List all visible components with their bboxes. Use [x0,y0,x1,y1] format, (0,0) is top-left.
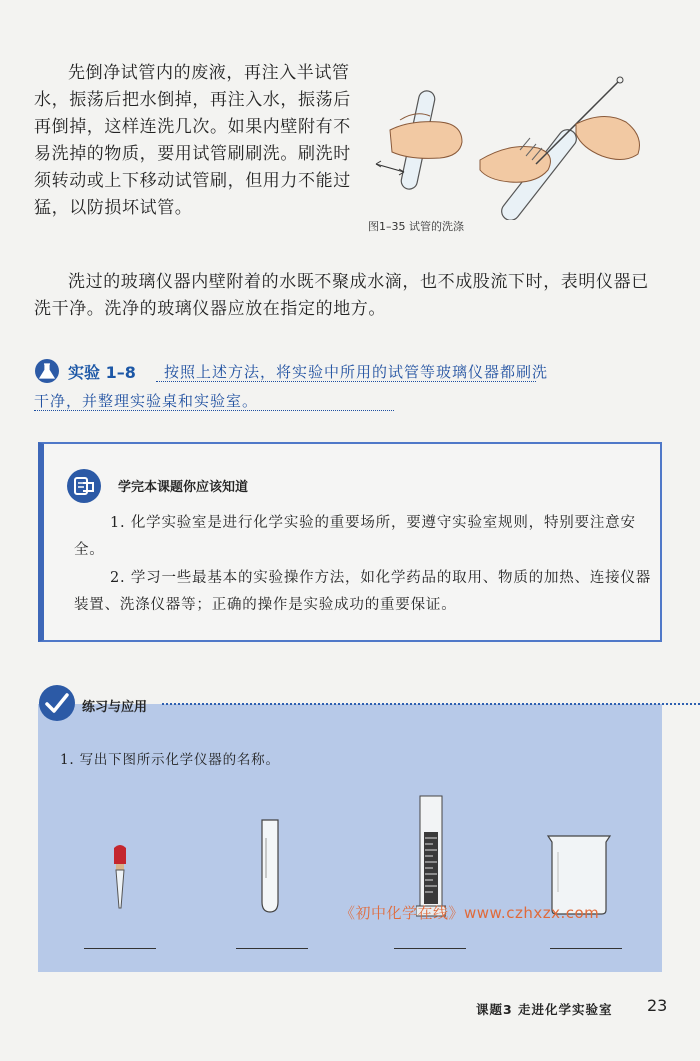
knowledge-summary-box [38,442,662,642]
practice-header [38,684,662,724]
knowledge-icon [66,468,102,504]
intro-paragraph: 先倒净试管内的废液，再注入半试管水，振荡后把水倒掉，再注入水，振荡后再倒掉，这样连洗几次。如果内壁附有不易洗掉的物质，要用试管刷刷洗。刷洗时须转动或上下移动试管刷，但用力不能过猛，以防损坏试管。 [34,63,351,218]
figure-caption: 图1–35 试管的洗涤 [368,220,464,233]
test-tube-washing-figure [370,60,670,240]
knowledge-title: 学完本课题你应该知道 [118,480,249,495]
checkmark-pen-icon [38,684,76,722]
experiment-text: 按照上述方法，将实验中所用的试管等玻璃仪器都刷洗干净，并整理实验桌和实验室。 [34,363,549,410]
footer-chapter: 课题3 走进化学实验室 [476,1002,613,1017]
dotted-divider [162,703,700,705]
answer-blank[interactable] [550,948,622,949]
answer-blank[interactable] [84,948,156,949]
result-paragraph: 洗过的玻璃仪器内壁附着的水既不聚成水滴，也不成股流下时，表明仪器已洗干净。洗净的玻璃仪器应放在指定的地方。 [34,272,649,319]
dropper-icon [108,844,132,914]
experiment-underline [34,410,394,411]
answer-blank[interactable] [236,948,308,949]
practice-panel [38,704,662,972]
shaking-tube-illustration [376,89,462,190]
experiment-label: 实验 1–8 [68,363,136,382]
flask-icon [34,358,60,384]
test-tube-icon [258,818,282,914]
washing-illustration [370,60,670,220]
brushing-tube-illustration [480,77,640,220]
practice-title: 练习与应用 [82,700,148,715]
experiment-underline [156,381,536,382]
knowledge-item: 1. 化学实验室是进行化学实验的重要场所，要遵守实验室规则，特别要注意安全。 [74,515,636,558]
watermark-text: 《初中化学在线》www.czhxzx.com [340,904,600,922]
graduated-cylinder-icon [416,794,446,918]
page-number: 23 [647,996,668,1015]
knowledge-item: 2. 学习一些最基本的实验操作方法，如化学药品的取用、物质的加热、连接仪器装置、洗涤仪器等；正确的操作是实验成功的重要保证。 [74,570,652,613]
answer-blank[interactable] [394,948,466,949]
question-1: 1. 写出下图所示化学仪器的名称。 [60,752,280,768]
